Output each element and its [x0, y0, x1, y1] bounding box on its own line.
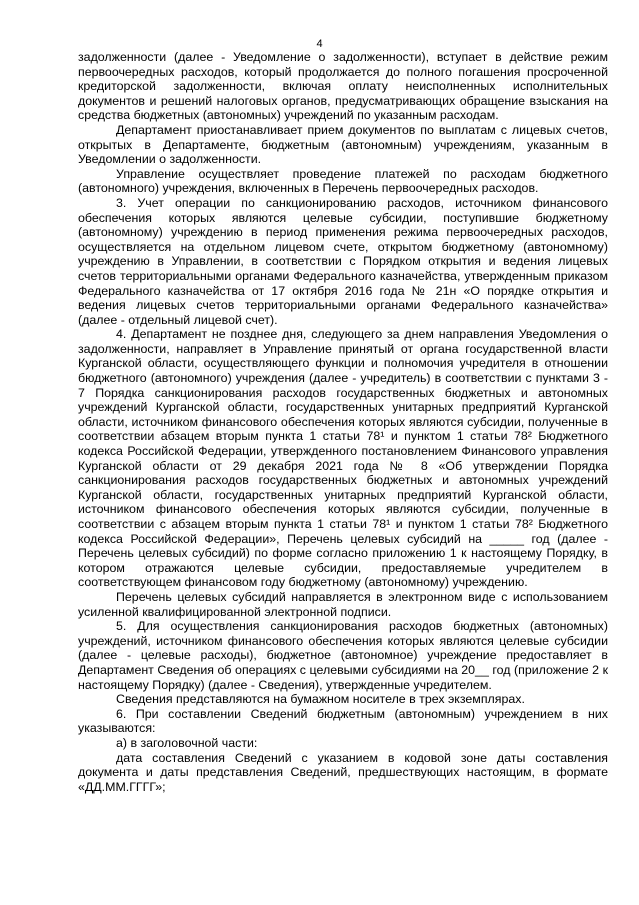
paragraph: Сведения представляются на бумажном носителе в трех экземплярах.	[116, 692, 525, 707]
paragraph: дата составления Сведений с указанием в кодовой зоне даты составления документа и даты представления Сведений, предшествующих настоящим, в формате «ДД.ММ.ГГГГ»;	[78, 750, 608, 794]
paragraph: Перечень целевых субсидий направляется в электронном виде с использованием усиленной квалифицированной электронной подписи.	[78, 589, 608, 619]
document-body	[78, 50, 608, 794]
paragraph: 3. Учет операции по санкционированию расходов, источником финансового обеспечения которых являются целевые субсидии, поступившие бюджетному (автономному) учреждению в период применения режима первоочередных расходов, осуществляется на отдельном лицевом счете, открытом бюджетному (автономному) учреждению в Управлении, в соответствии с Порядком открытия и ведения лицевых счетов территориальными органами Федерального казначейства, утвержденным приказом Федерального казначейства от 17 октября 2016 года № 21н «О порядке открытия и ведения лицевых счетов территориальными органами Федерального казначейства» (далее - отдельный лицевой счет).	[78, 195, 608, 327]
paragraph: а) в заголовочной части:	[116, 735, 258, 750]
paragraph: 6. При составлении Сведений бюджетным (автономным) учреждением в них указываются:	[78, 706, 608, 736]
paragraph: Управление осуществляет проведение платежей по расходам бюджетного (автономного) учреждения, включенных в Перечень первоочередных расходов.	[78, 166, 608, 196]
paragraph: Департамент приостанавливает прием документов по выплатам с лицевых счетов, открытых в Департаменте, бюджетным (автономным) учреждениям, указанным в Уведомлении о задолженности.	[78, 122, 608, 167]
paragraph: задолженности (далее - Уведомление о задолженности), вступает в действие режим первоочередных расходов, который продолжается до полного погашения просроченной кредиторской задолженности, включая оплату неисполненных исполнительных документов и решений налоговых органов, предусматривающих обращение взыскания на средства бюджетных (автономных) учреждений по указанным расходам.	[78, 50, 608, 123]
paragraph: 5. Для осуществления санкционирования расходов бюджетных (автономных) учреждений, источником финансового обеспечения которых являются целевые субсидии (далее - целевые расходы), бюджетное (автономное) учреждение предоставляет в Департамент Сведения об операциях с целевыми субсидиями на 20__ год (приложение 2 к настоящему Порядку) (далее - Сведения), утвержденные учредителем.	[78, 619, 608, 692]
paragraph: 4. Департамент не позднее дня, следующего за днем направления Уведомления о задолженности, направляет в Управление принятый от органа государственной власти Курганской области, осуществляющего функции и полномочия учредителя в отношении бюджетного (автономного) учреждения (далее - учредитель) в соответствии с пунктами 3 - 7 Порядка санкционирования расходов государственных бюджетных и автономных учреждений Курганской области, государственных унитарных предприятий Курганской области, источником финансового обеспечения которых являются субсидии, полученные в соответствии абзацем вторым пункта 1 статьи 78¹ и пунктом 1 статьи 78² Бюджетного кодекса Российской Федерации, утвержденного постановлением Финансового управления Курганской области от 29 декабря 2021 года № 8 «Об утверждении Порядка санкционирования расходов государственных бюджетных и автономных учреждений Курганской области, государственных унитарных предприятий Курганской области, источником финансового обеспечения которых являются субсидии, полученные в соответствии с абзацем вторым пункта 1 статьи 78¹ и пунктом 1 статьи 78² Бюджетного кодекса Российской Федерации», Перечень целевых субсидий на _____ год (далее - Перечень целевых субсидий) по форме согласно приложению 1 к настоящему Порядку, в котором отражаются целевые субсидии, предоставляемые учредителем в соответствующем финансовом году бюджетному (автономному) учреждению.	[78, 327, 608, 590]
page-number: 4	[316, 38, 323, 50]
